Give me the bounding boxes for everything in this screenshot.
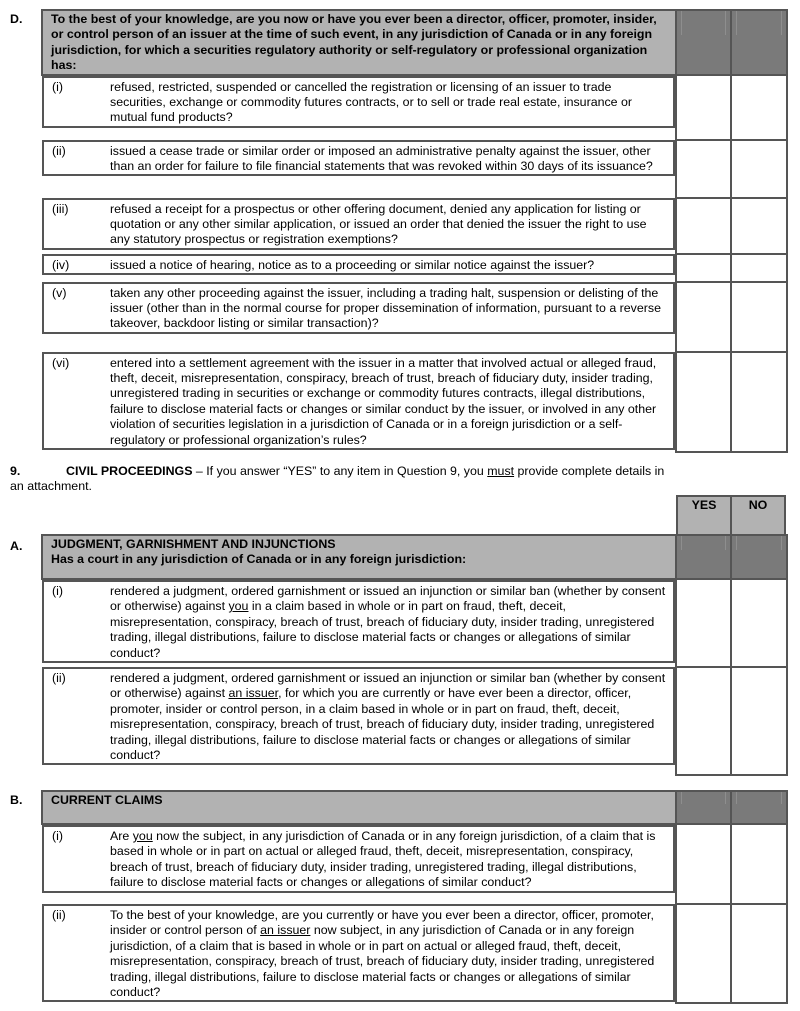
yes-checkbox-cell[interactable] (676, 140, 731, 198)
item-text: To the best of your knowledge, are you currently or have you ever been a director, officer, promoter, insider or control person of an issuer now subject, in any jurisdiction of Canada or in any foreign jurisdiction, of a claim that is based in whole or in part on actual or alleged fraud, theft, deceit, misrepresentation, conspiracy, breach of trust, breach of fiduciary duty, insider trading, unregistered trading, illegal distributions, failure to disclose material facts or changes or allegations of similar conduct? (110, 908, 655, 1000)
item-text: refused, restricted, suspended or cancelled the registration or licensing of an issuer to trade securities, exchange or commodity futures contracts, or to sell or trade real estate, insurance or mutual fund products? (110, 79, 633, 125)
intro-text: – If you answer “YES” to any item in Question 9, you (192, 464, 488, 478)
no-checkbox-cell[interactable] (731, 579, 787, 667)
no-checkbox-cell[interactable] (731, 140, 787, 198)
item-number: (vi) (52, 355, 70, 370)
question-title: CIVIL PROCEEDINGS (66, 464, 193, 478)
section-b-header: CURRENT CLAIMS (42, 791, 676, 824)
item-number: (i) (52, 584, 64, 598)
item-text: refused a receipt for a prospectus or other offering document, denied any application for listing or quotation or any other similar application, or issued an order that denied the issuer the right to use any statutory prospectus or registration exemptions? (110, 201, 647, 247)
section-b-table (41, 790, 788, 1004)
item-number: (i) (52, 79, 64, 94)
section-a-header (42, 535, 676, 579)
section-d-yes-header-cell (676, 10, 731, 75)
table-row (42, 198, 787, 254)
no-checkbox-cell[interactable] (731, 282, 787, 352)
section-b-yes-header-cell (676, 791, 731, 824)
table-row (42, 579, 787, 667)
yes-checkbox-cell[interactable] (676, 75, 731, 140)
item-text: Are you now the subject, in any jurisdiction of Canada or in any foreign jurisdiction, of a claim that is based in whole or in part on actual or alleged fraud, theft, deceit, misrepresentation, conspiracy, breach of trust, breach of fiduciary duty, insider trading, unregistered trading, illegal distributions, failure to disclose material facts or changes or allegations of similar conduct? (110, 829, 656, 890)
no-column-label: NO (731, 496, 785, 538)
no-checkbox-cell[interactable] (731, 254, 787, 282)
item-number: (ii) (52, 671, 66, 685)
yes-checkbox-cell[interactable] (676, 904, 731, 1003)
table-row (42, 140, 787, 198)
section-a-question: Has a court in any jurisdiction of Canada or in any foreign jurisdiction: (51, 552, 467, 567)
item-number: (iv) (52, 257, 70, 272)
no-checkbox-cell[interactable] (731, 904, 787, 1003)
section-d-no-header-cell (731, 10, 787, 75)
item-text: taken any other proceeding against the issuer, including a trading halt, suspension or delisting of the issuer (other than in the normal course for proper dissemination of information, pursuant to a reverse takeover, backdoor listing or similar transaction)? (110, 285, 661, 331)
section-b-letter: B. (10, 793, 23, 807)
table-row (42, 904, 787, 1003)
section-b-no-header-cell (731, 791, 787, 824)
yes-checkbox-cell[interactable] (676, 579, 731, 667)
section-a-no-header-cell (731, 535, 787, 579)
section-a-yes-header-cell (676, 535, 731, 579)
item-number: (v) (52, 285, 67, 300)
yes-checkbox-cell[interactable] (676, 282, 731, 352)
no-checkbox-cell[interactable] (731, 75, 787, 140)
must-emphasis: must (487, 464, 515, 478)
yes-checkbox-cell[interactable] (676, 254, 731, 282)
question-9-intro (10, 464, 670, 495)
no-checkbox-cell[interactable] (731, 824, 787, 904)
section-a-title: JUDGMENT, GARNISHMENT AND INJUNCTIONS (51, 537, 336, 551)
item-number: (ii) (52, 908, 66, 922)
item-number: (ii) (52, 143, 66, 158)
question-number: 9. (10, 464, 21, 478)
item-number: (i) (52, 829, 64, 843)
table-row (42, 254, 787, 282)
item-text: issued a cease trade or similar order or imposed an administrative penalty against the issuer, other than an order for failure to file financial statements that was revoked within 30 days of its issuance? (110, 143, 653, 174)
intro-text-end: provide complete details in an attachment. (10, 464, 665, 494)
yes-no-header (676, 495, 786, 539)
section-d-table (41, 9, 788, 453)
yes-column-label: YES (677, 496, 731, 538)
table-row (42, 352, 787, 452)
item-text: rendered a judgment, ordered garnishment or issued an injunction or similar ban (whether by consent or otherwise) against you in a claim based in whole or in part on fraud, theft, deceit, misrepresentation, conspiracy, breach of trust, breach of fiduciary duty, insider trading, unregistered trading, illegal distributions, failure to disclose material facts or changes or allegations of similar conduct? (110, 584, 666, 660)
item-text: issued a notice of hearing, notice as to a proceeding or similar notice against the issuer? (110, 257, 595, 272)
section-a-letter: A. (10, 539, 23, 553)
no-checkbox-cell[interactable] (731, 667, 787, 775)
yes-checkbox-cell[interactable] (676, 198, 731, 254)
no-checkbox-cell[interactable] (731, 198, 787, 254)
table-row (42, 824, 787, 904)
item-number: (iii) (52, 201, 69, 216)
section-d-letter: D. (10, 12, 23, 26)
table-row (42, 282, 787, 352)
yes-checkbox-cell[interactable] (676, 667, 731, 775)
yes-checkbox-cell[interactable] (676, 352, 731, 452)
item-text: rendered a judgment, ordered garnishment or issued an injunction or similar ban (whether by consent or otherwise) against an issuer, for which you are currently or have ever been a director, officer, promoter, insider or control person, in a claim based in whole or in part on fraud, theft, deceit, misrepresentation, conspiracy, breach of trust, breach of fiduciary duty, insider trading, unregistered trading, illegal distributions, failure to disclose material facts or changes or allegations of similar conduct? (110, 671, 666, 763)
item-text: entered into a settlement agreement with the issuer in a matter that involved actual or alleged fraud, theft, deceit, misrepresentation, conspiracy, breach of trust, breach of fiduciary duty, insider trading, unregistered trading in securities or exchange or commodity futures contracts, illegal distributions, failure to disclose material facts or changes or similar conduct by the issuer, or involved in any other violation of securities legislation in a jurisdiction of Canada or in a foreign jurisdiction or a self-regulatory or professional organization’s rules? (110, 355, 657, 447)
table-row (42, 667, 787, 775)
section-d-header: To the best of your knowledge, are you now or have you ever been a director, officer, promoter, insider, or control person of an issuer at the time of such event, in any jurisdiction of Canada or in any foreign jurisdiction, for which a securities regulatory authority or self-regulatory or professional organization has: (42, 10, 676, 75)
section-a-table (41, 534, 788, 776)
no-checkbox-cell[interactable] (731, 352, 787, 452)
table-row (42, 75, 787, 140)
yes-checkbox-cell[interactable] (676, 824, 731, 904)
